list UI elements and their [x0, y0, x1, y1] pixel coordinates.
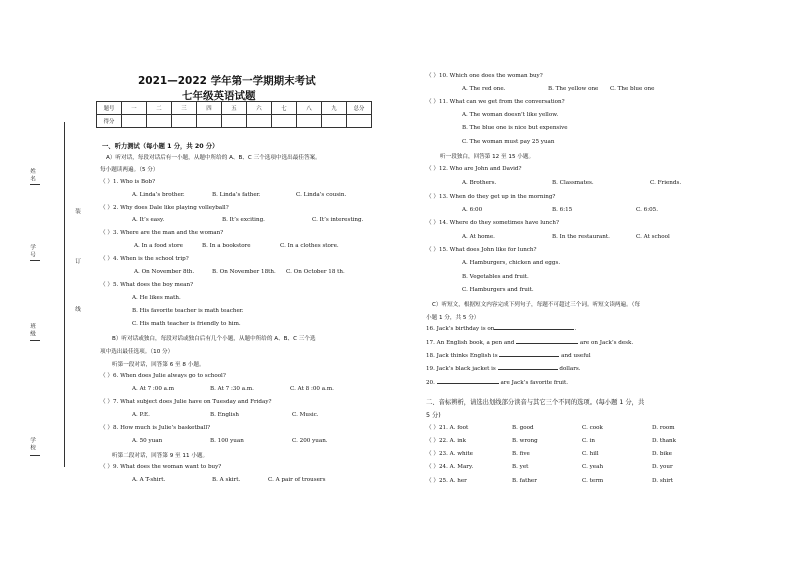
exam-title: 2021—2022 学年第一学期期末考试: [138, 75, 316, 87]
score-input[interactable]: [347, 115, 372, 128]
question-7: （ ）7. What subject does Julie have on Tuesday and Friday?: [100, 399, 272, 405]
dialogue-1-note: 听第一段对话，回答第 6 至 8 小题。: [112, 362, 205, 368]
score-cell: 三: [172, 102, 197, 115]
section-2-heading-1: 二、音标辨析，请选出划线部分读音与其它三个不同的选项。(每小题 1 分，共: [426, 399, 645, 406]
score-input[interactable]: [172, 115, 197, 128]
score-cell: 六: [247, 102, 272, 115]
q1-option-b[interactable]: B. Linda’s father.: [212, 192, 261, 198]
class-line: [30, 340, 40, 341]
phonetic-25: （ ）25. A. her: [426, 478, 467, 484]
question-8: （ ）8. How much is Julie’s basketball?: [100, 425, 211, 431]
question-11: （ ）11. What can we get from the conversation?: [426, 99, 565, 105]
q9-option-a[interactable]: A. A T-shirt.: [132, 477, 166, 483]
q3-option-a[interactable]: A. In a food store: [134, 243, 183, 249]
score-input[interactable]: [272, 115, 297, 128]
p21-option-c[interactable]: C. cook: [582, 425, 603, 431]
score-cell: 得分: [97, 115, 122, 128]
score-input[interactable]: [122, 115, 147, 128]
q10-option-c[interactable]: C. The blue one: [610, 86, 655, 92]
q1-option-c[interactable]: C. Linda’s cousin.: [296, 192, 347, 198]
q10-option-b[interactable]: B. The yellow one: [548, 86, 599, 92]
part-c-instr-2: 小题 1 分，共 5 分）: [426, 315, 480, 321]
p23-option-d[interactable]: D. bike: [652, 451, 672, 457]
q4-option-c[interactable]: C. On October 18 th.: [286, 269, 345, 275]
q15-option-a[interactable]: A. Hamburgers, chicken and eggs.: [462, 260, 561, 266]
id-line: [30, 260, 40, 261]
label-id: 学 号: [29, 244, 35, 257]
fill-18-end: and useful: [561, 353, 591, 359]
p21-option-d[interactable]: D. room: [652, 425, 675, 431]
p23-option-b[interactable]: B. five: [512, 451, 530, 457]
fill-20: [426, 380, 568, 387]
p22-option-d[interactable]: D. thank: [652, 438, 677, 444]
monologue-note: 听一段独白，回答第 12 至 15 小题。: [440, 154, 535, 160]
blank-16[interactable]: [494, 329, 574, 330]
section-2-heading-2: 5 分): [426, 412, 441, 419]
q7-option-b[interactable]: B. English: [210, 412, 239, 418]
score-input[interactable]: [247, 115, 272, 128]
label-class: 班 级: [29, 323, 35, 336]
score-cell: 一: [122, 102, 147, 115]
fill-16-end: .: [574, 326, 577, 332]
p25-option-c[interactable]: C. term: [582, 478, 604, 484]
score-value-row: [97, 115, 372, 128]
q6-option-a[interactable]: A. At 7 :00 a.m: [132, 386, 175, 392]
score-header-row: [97, 102, 372, 115]
question-4: （ ）4. When is the school trip?: [100, 256, 189, 262]
p24-option-b[interactable]: B. yet: [512, 464, 529, 470]
score-cell: 七: [272, 102, 297, 115]
q14-option-c[interactable]: C. At school: [636, 234, 670, 240]
q2-option-b[interactable]: B. It’s exciting.: [222, 217, 265, 223]
q11-option-a[interactable]: A. The woman doesn’t like yellow.: [462, 112, 559, 118]
part-b-instr-2: 项中选出最佳选项。（10 分）: [100, 349, 174, 355]
label-name: 姓 名: [29, 168, 35, 181]
q14-option-b[interactable]: B. In the restaurant.: [552, 234, 610, 240]
q8-option-b[interactable]: B. 100 yuan: [210, 438, 244, 444]
question-1: （ ）1. Who is Bob?: [100, 179, 156, 185]
question-13: （ ）13. When do they get up in the morning?: [426, 194, 556, 200]
p21-option-b[interactable]: B. good: [512, 425, 534, 431]
q4-option-b[interactable]: B. On November 18th.: [212, 269, 276, 275]
q12-option-c[interactable]: C. Friends.: [650, 180, 682, 186]
p24-option-d[interactable]: D. your: [652, 464, 673, 470]
score-cell: 二: [147, 102, 172, 115]
question-12: （ ）12. Who are John and David?: [426, 166, 522, 172]
q7-option-a[interactable]: A. P.E.: [132, 412, 150, 418]
q14-option-a[interactable]: A. At home.: [462, 234, 495, 240]
q1-option-a[interactable]: A. Linda’s brother.: [132, 192, 185, 198]
q9-option-c[interactable]: C. A pair of trousers: [268, 477, 326, 483]
score-input[interactable]: [297, 115, 322, 128]
fill-19-text: 19. Jack’s black jacket is: [426, 366, 496, 372]
q2-option-a[interactable]: A. It’s easy.: [132, 217, 165, 223]
score-cell: 五: [222, 102, 247, 115]
q4-option-a[interactable]: A. On November 8th.: [134, 269, 195, 275]
question-3: （ ）3. Where are the man and the woman?: [100, 230, 224, 236]
q11-option-c[interactable]: C. The woman must pay 25 yuan: [462, 139, 555, 145]
blank-20[interactable]: [437, 383, 499, 384]
p22-option-c[interactable]: C. in: [582, 438, 596, 444]
school-line: [30, 455, 40, 456]
score-cell: 总分: [347, 102, 372, 115]
fill-17-text: 17. An English book, a pen and: [426, 340, 515, 346]
binding-ding: 订: [74, 258, 80, 264]
q13-option-b[interactable]: B. 6:15: [552, 207, 573, 213]
q8-option-c[interactable]: C. 200 yuan.: [292, 438, 328, 444]
fill-17: [426, 340, 633, 347]
binding-xian: 线: [74, 306, 80, 312]
blank-19[interactable]: [498, 369, 558, 370]
section-1-heading: 一、听力测试（每小题 1 分，共 20 分）: [102, 143, 219, 150]
name-line: [30, 184, 40, 185]
question-9: （ ）9. What does the woman want to buy?: [100, 464, 222, 470]
q2-option-c[interactable]: C. It’s interesting.: [312, 217, 364, 223]
p23-option-c[interactable]: C. hill: [582, 451, 599, 457]
question-14: （ ）14. Where do they sometimes have lunch?: [426, 220, 559, 226]
score-cell: 八: [297, 102, 322, 115]
fill-17-end: are on Jack’s desk.: [579, 340, 634, 346]
question-2: （ ）2. Why does Dale like playing volleyball?: [100, 205, 229, 211]
part-a-instr-1: A）听对话，每段对话后有一小题，从题中所给的 A、B、C 三个选项中选出最佳答案。: [106, 155, 321, 161]
q5-option-a[interactable]: A. He likes math.: [132, 295, 181, 301]
q8-option-a[interactable]: A. 50 yuan: [132, 438, 163, 444]
binding-zhuang: 装: [74, 208, 80, 214]
fill-20-end: are Jack’s favorite fruit.: [500, 380, 568, 386]
p22-option-b[interactable]: B. wrong: [512, 438, 538, 444]
q3-option-b[interactable]: B. In a bookstore: [202, 243, 251, 249]
q10-option-a[interactable]: A. The red one.: [462, 86, 506, 92]
score-input[interactable]: [197, 115, 222, 128]
score-cell: 九: [322, 102, 347, 115]
blank-17[interactable]: [516, 343, 578, 344]
fill-18: [426, 353, 591, 360]
q9-option-b[interactable]: B. A skirt.: [212, 477, 241, 483]
fill-19-end: dollars.: [559, 366, 581, 372]
p25-option-b[interactable]: B. father: [512, 478, 537, 484]
fill-20-text: 20.: [426, 380, 435, 386]
part-a-instr-2: 每小题读两遍。（5 分）: [100, 167, 159, 173]
q12-option-a[interactable]: A. Brothers.: [462, 180, 497, 186]
score-input[interactable]: [322, 115, 347, 128]
q3-option-c[interactable]: C. In a clothes store.: [280, 243, 339, 249]
phonetic-24: （ ）24. A. Mary.: [426, 464, 474, 470]
dialogue-2-note: 听第二段对话，回答第 9 至 11 小题。: [112, 453, 209, 459]
phonetic-23: （ ）23. A. white: [426, 451, 473, 457]
q15-option-c[interactable]: C. Hamburgers and fruit.: [462, 287, 534, 293]
score-input[interactable]: [147, 115, 172, 128]
score-cell: 四: [197, 102, 222, 115]
blank-18[interactable]: [499, 356, 559, 357]
exam-subtitle: 七年级英语试题: [182, 90, 256, 102]
phonetic-22: （ ）22. A. ink: [426, 438, 467, 444]
score-table: [96, 101, 372, 128]
q15-option-b[interactable]: B. Vegetables and fruit.: [462, 274, 529, 280]
fill-19: [426, 366, 581, 373]
question-6: （ ）6. When does Julie always go to school?: [100, 373, 226, 379]
part-c-instr-1: C）听短文，根据短文内容完成下列句子，每题不可超过三个词。听短文读两遍。（每: [432, 302, 641, 308]
part-b-instr-1: B）听对话或独白，每段对话或独白后有几个小题，从题中所给的 A、B、C 三个选: [112, 336, 316, 342]
fill-16-text: 16. Jack’s birthday is on: [426, 326, 495, 332]
q5-option-c[interactable]: C. His math teacher is friendly to him.: [132, 321, 241, 327]
fill-16: [426, 326, 576, 333]
binding-line: [64, 122, 65, 467]
p24-option-c[interactable]: C. yeah: [582, 464, 604, 470]
question-5: （ ）5. What does the boy mean?: [100, 282, 194, 288]
question-15: （ ）15. What does John like for lunch?: [426, 247, 537, 253]
q6-option-c[interactable]: C. At 8 :00 a.m.: [290, 386, 334, 392]
score-input[interactable]: [222, 115, 247, 128]
fill-18-text: 18. Jack thinks English is: [426, 353, 498, 359]
phonetic-21: （ ）21. A. foot: [426, 425, 469, 431]
q12-option-b[interactable]: B. Classmates.: [552, 180, 594, 186]
q7-option-c[interactable]: C. Music.: [292, 412, 319, 418]
score-cell: 题号: [97, 102, 122, 115]
q5-option-b[interactable]: B. His favorite teacher is math teacher.: [132, 308, 244, 314]
p25-option-d[interactable]: D. shirt: [652, 478, 674, 484]
q6-option-b[interactable]: B. At 7 :30 a.m.: [210, 386, 254, 392]
q11-option-b[interactable]: B. The blue one is nice but expensive: [462, 125, 568, 131]
question-10: （ ）10. Which one does the woman buy?: [426, 73, 543, 79]
q13-option-a[interactable]: A. 6:00: [462, 207, 483, 213]
label-school: 学 校: [29, 437, 35, 450]
q13-option-c[interactable]: C. 6:05.: [636, 207, 658, 213]
